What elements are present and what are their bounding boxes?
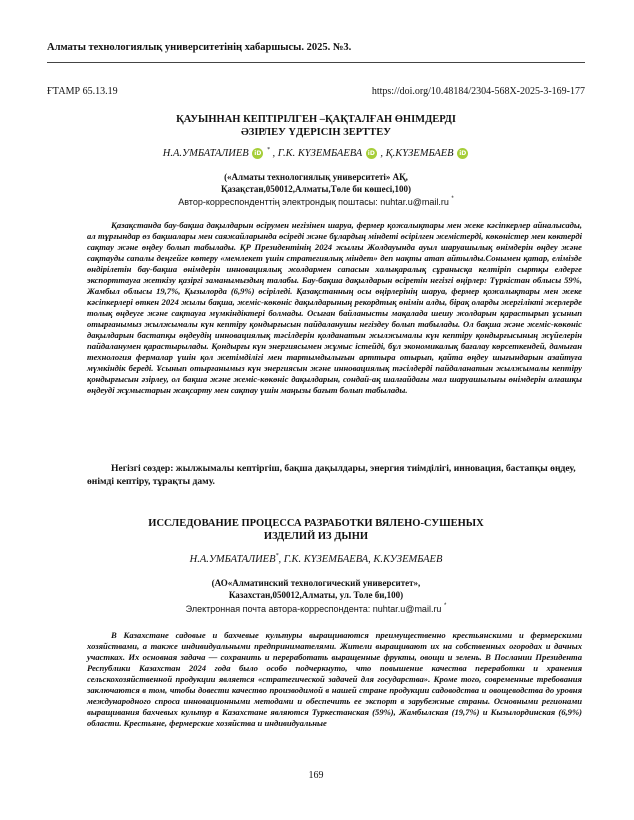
ru-author-1: Н.А.УМБАТАЛИЕВ [189,554,276,565]
journal-header: Алматы технологиялық университетінің хабаршысы. 2025. №3. [47,42,352,53]
doi-link[interactable]: https://doi.org/10.48184/2304-568X-2025-3-169-177 [371,86,585,97]
kz-author-1: Н.А.УМБАТАЛИЕВ [162,148,249,159]
kz-author-3: , Қ.КҮЗЕМБАЕВ [380,148,454,159]
kz-email-text: Автор-корреспонденттің электрондық поштасы: nuhtar.u@mail.ru [178,197,449,207]
classification-code: ҒТАМР 65.13.19 [47,86,118,97]
ru-title [47,517,585,543]
ru-affiliation-line-2: Казахстан,050012,Алматы, ул. Толе би,100) [228,589,404,600]
corresponding-mark: * [266,147,270,153]
kz-affiliation-line-2: Қазақстан,050012,Алматы,Төле би көшесі,100) [221,183,411,194]
ru-affiliation [47,578,585,601]
ru-email-mark: * [443,603,447,609]
ru-email-text: Электронная почта автора-корреспондента: nuhtar.u@mail.ru [185,604,442,614]
ru-authors-rest: , Г.К. КҮЗЕМБАЕВА, К.КУЗЕМБАЕВ [278,554,443,565]
ru-title-line-1: ИССЛЕДОВАНИЕ ПРОЦЕССА РАЗРАБОТКИ ВЯЛЕНО-СУШЕНЫХ [148,518,484,529]
kz-authors [47,147,585,159]
ru-authors [47,553,585,565]
kz-email-mark: * [451,196,454,202]
kz-title-line-2: ӘЗІРЛЕУ ҮДЕРІСІН ЗЕРТТЕУ [241,127,391,138]
kz-affiliation [47,172,585,195]
article-meta [47,86,585,97]
orcid-icon[interactable]: iD [254,150,262,157]
ru-affiliation-line-1: (АО«Алматинский технологический университет», [211,578,421,588]
kz-affiliation-line-1: («Алматы технологиялық университеті» АҚ, [224,172,408,182]
orcid-icon[interactable]: iD [459,150,467,157]
kz-title [47,113,585,139]
kz-keywords: Негізгі сөздер: жылжымалы кептіргіш, бақша дақылдары, энергия тиімділігі, инновация, бастапқы өңдеу, өнімді кептіру, тұрақты даму. [87,463,576,487]
ru-email [47,603,585,614]
orcid-icon[interactable]: iD [367,150,375,157]
ru-corresponding-mark: * [275,553,279,559]
kz-abstract: Қазақстанда бау-бақша дақылдарын өсірумен негізінен шаруа, фермер қожалықтары мен жеке кәсіпкерлер айналысады, ал тұрғындар өз бақшалары мен саяжайларында өсіреді және бұлардың міндеті өсірілген жемістерді, көкөністер мен көктерді сақтау және өңдеу болып табылады. ҚР Президентінің 2024 жылғы Жолдауында ауыл шаруашылық өнімдерін өңдеу және сақтауды сапалы деңгейге көтеру «мемлекет үшін стратегиялық міндет» деп нақты атап айтылды.Сонымен қатар, елімізде өндірілетін бау-бақша өнімдерін инновациялық жолдармен сапасын халықаралық сұранысқа келтіріп сыртқы елдерге экспорттауға жеткізу қазіргі заманымыздың талабы. Бау-бақша дақылдарын өсіретін негізгі өңірлер: Түркістан облысы 59%, Жамбыл облысы 19,7%, Қызылорда (6,9%) өсіріледі. Қазақстанның осы өңірлерінің шаруа, фермер қожалықтары мен жеке кәсіпкерлері өткен 2024 жылы бақша, жеміс-көкөніс дақылдарының рекордтық өнімін алды, бірақ оларды жергілікті жерлерде толық өңдеуге және сақтауға мүмкіндіктері болмады. Осыған байланысты мақалада шешу жолдарын қарастырып ұсынып отырғанымыз жылжымалы күн кептіру қондырғысын пайдаланушы негіздеу болып табылады. Ол бақша және жеміс-көкөніс дақылдарын бастапқы өңдеудің инновациялық тәсілдерін қолданатын жылжымалы күн кептіру қондырғысының жүйелерін пайдаланумен қарастырылады. Қондырғы күн энергиясымен жұмыс істейді, бұл экономикалық бағалау көрсеткендей, дамыған технология фермалар үшін қол жетімділігі мен тартымдылығын арттыра отырып, қайта өңдеу шығындарын азайтуға мүмкіндік береді. Ұсынып отырғанымыз күн энергиясын және инновациялық тәсілдерді пайдаланатын жылжымалы кептіру қондырғысын әзірлеу, ол бақша және жеміс-көкөніс дақылдарын, сондай-ақ шалғайдағы мал шаруашылығы өнімдерін алғашқы өңдеуді жұмыстарын жақсарту мен сақтау үшін маңызы бағыт болып табылады. [87,220,582,395]
kz-email [47,196,585,207]
header-rule [47,62,585,63]
ru-title-line-2: ИЗДЕЛИЙ ИЗ ДЫНИ [263,531,369,542]
ru-abstract: В Казахстане садовые и бахчевые культуры выращиваются преимущественно крестьянскими и фермерскими хозяйствами, а также индивидуальными предпринимателями. Жители выращивают их на собственных огородах и дачных участках. Их основная задача — сохранить и переработать выращенные фрукты, овощи и зелень. В Послании Президента Республики Казахстан 2024 года было особо подчеркнуто, что повышение качества переработки и хранения сельскохозяйственной продукции является «стратегической задачей для государства». Кроме того, современные требования заключаются в том, чтобы довести качество производимой в нашей стране продукции садоводства и овощеводства до уровня международного спроса инновационными методами и обеспечить ее экспорт в зарубежные страны. Основными регионами выращивания бахчевых культур в Казахстане являются Туркестанская (59%), Жамбылская (19,7%) и Кызылординская (6,9%) области. Крестьяне, фермерские хозяйства и индивидуальные [87,630,582,728]
kz-author-2: , Г.К. КҮЗЕМБАЕВА [272,148,363,159]
page-number: 169 [308,770,324,781]
kz-title-line-1: ҚАУЫННАН КЕПТІРІЛГЕН –ҚАҚТАЛҒАН ӨНІМДЕРДІ [176,114,456,125]
